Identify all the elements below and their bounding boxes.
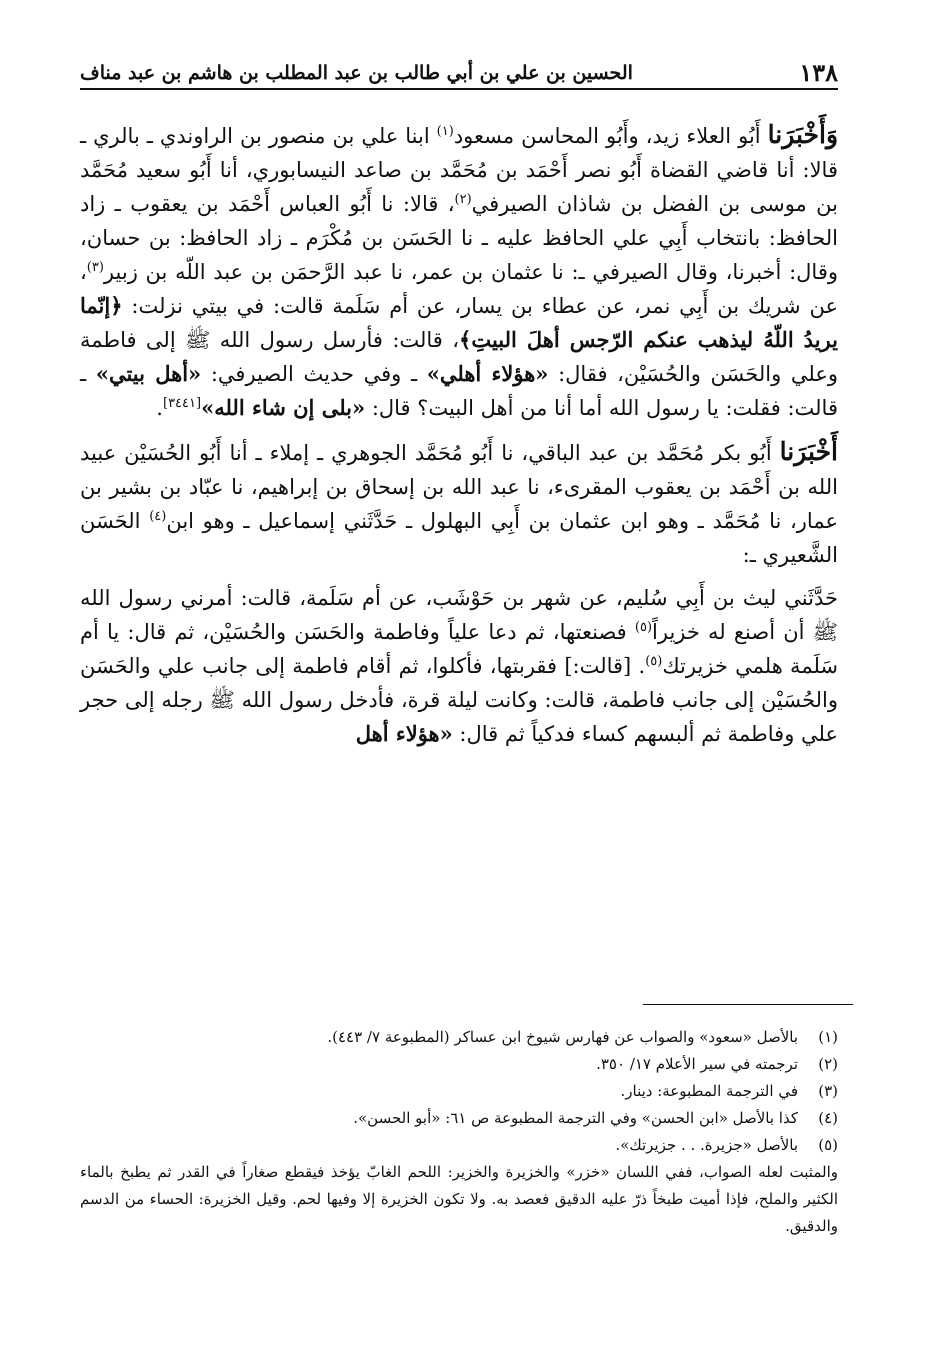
footnote-divider: [643, 1004, 853, 1005]
lead-word: وَأَخْبَرَنا: [767, 120, 839, 149]
text-run: ابنا علي بن منصور بن الراوندي ـ بالري ـ قالا: أنا قاضي القضاة أَبُو نصر أَحْمَد بن مُحَمَّد بن صاعد النيسابوري، أنا أَبُو سعيد مُحَمَّد بن موسى بن الفضل بن شاذان الصيرفي: [80, 124, 838, 216]
footnote: [80, 1024, 838, 1051]
running-title: الحسين بن علي بن أبي طالب بن عبد المطلب بن هاشم بن عبد مناف: [80, 62, 633, 84]
page-number: ١٣٨: [799, 58, 838, 87]
footnote-number: (٣): [818, 1082, 838, 1100]
page-header: [80, 54, 838, 90]
footnote-number: (٥): [818, 1136, 838, 1154]
footnote-marker: (٥): [645, 654, 663, 669]
footnote-number: (١): [818, 1028, 838, 1046]
lead-word: أَخْبَرَنا: [779, 437, 838, 466]
text-run: ، قالت: فأرسل رسول الله ﷺ إلى فاطمة وعلي والحَسَن والحُسَيْن، فقال:: [80, 328, 838, 386]
footnote-text: ترجمته في سير الأعلام ١٧/ ٣٥٠.: [596, 1055, 798, 1073]
footnote: [80, 1105, 838, 1132]
footnote: [80, 1132, 838, 1159]
text-run: ، عن شريك بن أَبِي نمر، عن عطاء بن يسار، عن أم سَلَمة قالت: في بيتي نزلت:: [80, 260, 838, 318]
footnote-text: بالأصل «سعود» والصواب عن فهارس شيوخ ابن عساكر (المطبوعة ٧/ ٤٤٣).: [327, 1028, 798, 1046]
footnote: [80, 1051, 838, 1078]
footnote-text: بالأصل «جزيرة. . . جزيرتك».: [615, 1136, 798, 1154]
text-run: ـ وفي حديث الصيرفي:: [201, 362, 427, 386]
text-run: أَبُو العلاء زيد، وأَبُو المحاسن مسعود: [453, 124, 768, 148]
footnote-continuation: والمثبت لعله الصواب، ففي اللسان «خزر» والخزيرة والخزير: اللحم الغابّ يؤخذ فيقطع صغاراً في القدر ثم يطبخ بالماء الكثير والملح، فإذا أميت طبخاً ذرّ عليه الدقيق فعصد به. ولا تكون الخزيرة إلا وفيها لحم. وقيل الخزيرة: الحساء من الدسم والدقيق.: [80, 1163, 838, 1235]
main-text: [80, 118, 838, 760]
text-run: أَبُو بكر مُحَمَّد بن عبد الباقي، نا أَبُو مُحَمَّد الجوهري ـ إملاء ـ أنا أَبُو الحُسَيْن عبيد الله بن أَحْمَد بن يعقوب المقرىء، نا عبد الله بن إسحاق بن إبراهيم، نا عبّاد بن بشير بن عمار، نا مُحَمَّد ـ وهو ابن عثمان بن أَبِي البهلول ـ حَدَّثَني إسماعيل ـ وهو ابن: [80, 441, 839, 533]
text-run: فصنعتها، ثم دعا علياً وفاطمة والحَسَن والحُسَيْن، ثم قال: يا أم سَلَمة هلمي خزيرتك: [80, 620, 839, 678]
footnote-marker: (٢): [454, 192, 472, 207]
paragraph: [80, 435, 838, 572]
text-run: الحَسَن الشَّعيري ـ:: [80, 509, 838, 567]
text-run: ، قالا: نا أَبُو العباس أَحْمَد بن يعقوب ـ زاد الحافظ: بانتخاب أَبِي علي الحافظ عليه ـ نا الحَسَن بن مُكْرَم ـ زاد الحافظ: بن حسان، وقال: أخبرنا، وقال الصيرفي ـ: نا عثمان بن عمر، نا عبد الرَّحمَن بن عبد اللّه بن زبير: [80, 192, 838, 284]
footnote-text: كذا بالأصل «ابن الحسن» وفي الترجمة المطبوعة ص ٦١: «أبو الحسن».: [353, 1109, 798, 1127]
footnotes: [80, 1024, 838, 1240]
footnote: [80, 1078, 838, 1105]
text-run: ـ قالت: فقلت: يا رسول الله أما أنا من أهل البيت؟ قال:: [80, 362, 838, 420]
quoted-text: «هؤلاء أهل: [355, 721, 453, 746]
footnote-marker: (٤): [149, 509, 167, 524]
text-run: .: [156, 396, 163, 420]
footnote-marker: (٣): [86, 260, 104, 275]
footnote-number: (٢): [818, 1055, 838, 1073]
footnote-text: في الترجمة المطبوعة: دينار.: [620, 1082, 798, 1100]
quoted-text: «بلى إن شاء الله»: [201, 395, 366, 420]
quoted-text: «أهل بيتي»: [95, 361, 202, 386]
footnote-number: (٤): [818, 1109, 838, 1127]
footnote-marker: (٥): [634, 620, 653, 635]
footnote-marker: (١): [436, 124, 454, 139]
text-run: حَدَّثَني ليث بن أَبِي سُليم، عن شهر بن حَوْشَب، عن أم سَلَمة، قالت: أمرني رسول الله ﷺ أن أصنع له خزيراً: [80, 586, 839, 644]
paragraph: [80, 581, 838, 751]
quoted-text: ﴿إنّما يريدُ اللّهُ ليذهب عنكم الرّجس أهلَ البيتِ﴾: [80, 293, 838, 352]
quoted-text: «هؤلاء أهلي»: [426, 361, 549, 386]
footnote-marker: [٣٤٤١]: [162, 396, 202, 411]
text-run: . [قالت:] فقربتها، فأكلوا، ثم أقام فاطمة إلى جانب علي والحَسَن والحُسَيْن إلى جانب فاطمة، قالت: وكانت ليلة قرة، فأدخل رسول الله ﷺ رجله إلى حجر علي وفاطمة ثم ألبسهم كساء فدكياً ثم قال:: [80, 654, 838, 746]
paragraph: [80, 118, 838, 425]
